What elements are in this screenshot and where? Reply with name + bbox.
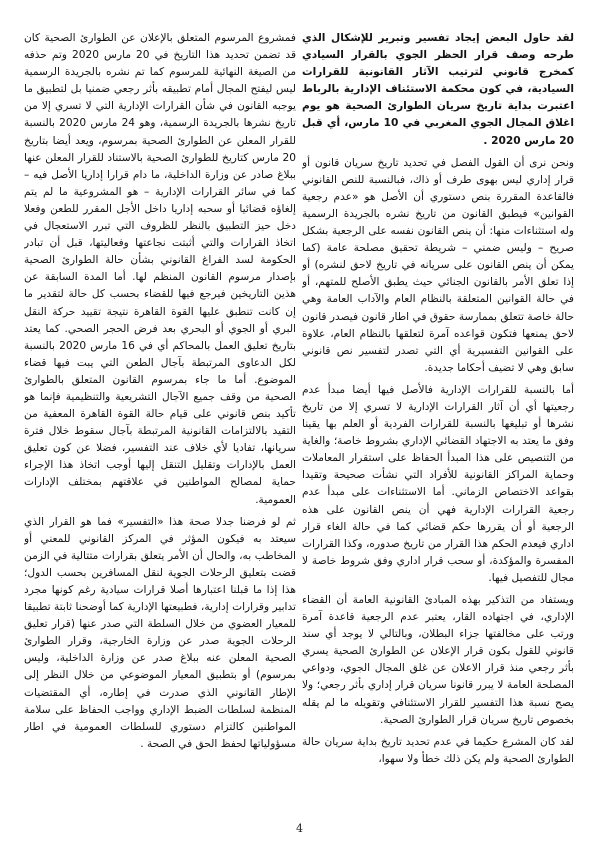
right-text-column	[302, 30, 574, 820]
left-text-column	[24, 30, 296, 820]
paragraph	[302, 30, 574, 150]
paragraph: فمشروع المرسوم المتعلق بالإعلان عن الطوارئ الصحية كان قد تضمن تحديد هذا التاريخ في 20 مارس 2020 وتم حذفه من الصيغة النهائية للمرسوم كما تم نشره بالجريدة الرسمية ليس ليفتح المجال أمام تطبيقه بأثر رجعي ضمنيا بل لتطبيق ما يوجبه القانون في شأن القرارات الإدارية التي لا تسري إلا من تاريخ نشرها بالجريدة الرسمية، وهو 24 مارس 2020 بالنسبة للقرار المعلن عن الطوارئ الصحية بمرسوم، ويعد أيضا بتاريخ 20 مارس كتاريخ للطوارئ الصحية بالاستناد للقرار المعلن عنها ببلاغ صادر عن وزارة الداخلية، ما دام قرارا إداريا الأصل فيه – كما في سائر القرارات الإدارية – هو المشروعية ما لم يتم إلغاؤه قضائيا أو سحبه إداريا داخل الأجل المقرر للطعن وفعلا دخل حيز التطبيق بالنظر للظروف التي تبرر الاستعجال في اتخاذ القرارات والتي أثبتت نجاعتها وفعاليتها، قبل أن تبادر الحكومة لسد الفراغ القانوني بشأن حالة الطوارئ الصحية بإصدار مرسوم القانون المنظم لها. أما المدة السابقة عن هذين التاريخين فيرجع فيها للقضاء بحسب كل حالة لتقدير ما إن كانت تنطبق عليها القوة القاهرة نتيجة تقييد حركة النقل البري أو الجوي أو البحري بعد فرض الحجر الصحي. كما يعتد بتاريخ تعليق العمل بالمحاكم أي في 16 مارس 2020 بالنسبة لكل الدعاوى المرتبطة بآجال الطعن التي يبت فيها قضاء الموضوع. أما ما جاء بمرسوم القانون المتعلق بالطوارئ الصحية من وقف جميع الآجال التشريعية والتنظيمية فإنما هو تأكيد بنص قانوني على قيام حالة القوة القاهرة المعفية من التقيد بالالتزامات القانونية المرتبطة بآجال سقوط خلال فترة سريانها، تفاديا لأي خلاف عند التفسير، فضلا عن كون تعليق العمل بالإدارات وتقليل التنقل إليها أوجب اتخاذ هذا الإجراء حماية لمصالح المواطنين في علاقتهم بمختلف الإدارات العمومية.	[24, 32, 296, 506]
paragraph: ويستفاد من التذكير بهذه المبادئ القانونية العامة أن القضاء الإداري، في اجتهاده القار، يعتبر عدم الرجعية قاعدة آمرة ورتب على مخالفتها جزاء البطلان، وبالتالي لا يوجد أي سند قانوني للقول بكون قرار الإعلان عن الطوارئ الصحية يسري بأثر رجعي منذ قرار الاعلان عن غلق المجال الجوي، ودواعي المصلحة العامة لا يبرر قانونا سريان قرار إداري بأثر رجعي؛ ولا يصح نسبة هذا التفسير للقرار الاستئنافي وتقويله ما لم يقله بخصوص تاريخ سريان قرار الطوارئ الصحية.	[302, 594, 574, 726]
paragraph: ونحن نرى أن القول الفصل في تحديد تاريخ سريان قانون أو قرار إداري ليس بهوى طرف أو ذاك، فبالنسبة للنص القانوني فالقاعدة المقررة بنص دستوري أن الأصل هو «عدم رجعية القوانين» فيطبق القانون من تاريخ نشره بالجريدة الرسمية وله استثناءات منها: أن ينص القانون نفسه على الرجعية بشكل صريح – وليس ضمني – شريطة تحقيق مصلحة عامة (كما يمكن أن ينص القانون على سريانه في تاريخ لاحق لنشره) أو إذا تعلق الأمر بالقانون الجنائي حيث يطبق الأصلح للمتهم، أو في حالة القوانين المتعلقة بالنظام العام والآداب العامة وهي حالة خاصة تتعلق بممارسة حقوق في اطار قانون فيصدر قانون لاحق يمنعها فتكون قواعده آمرة لتعلقها بالنظام العام، علاوة على القوانين التفسيرية أي التي تصدر لتفسير نص قانوني سابق وهي لا تضيف أحكاما جديدة.	[302, 156, 574, 374]
paragraph: ثم لو فرضنا جدلا صحة هذا «التفسير» فما هو القرار الذي سيعتد به فيكون المؤثر في المركز القانوني للمعني أو المخاطب به، والحال أن الأمر يتعلق بقرارات متتالية في الزمن قضت بتعليق الرحلات الجوية لنقل المسافرين بحسب الدول؛ هذا إذا ما قبلنا اعتبارها أصلا قرارات سيادية رغم كونها مجرد تدابير وقرارات إدارية، فطبيعتها الإدارية كما أوضحنا ثابتة تطبيقا للمعيار العضوي من خلال السلطة التي صدر عنها (قرار تعليق الرحلات الجوية صدر عن وزارة الخارجية، وقرار الطوارئ الصحية المعلن عنه ببلاغ صدر عن وزارة الداخلية، وليس بمرسوم) أو بتطبيق المعيار الموضوعي من خلال النظر إلى الإطار القانوني الذي صدرت في إطاره، أي المقتضيات المنظمة لسلطات الضبط الإداري وواجب الحفاظ على سلامة المواطنين كالتزام دستوري للسلطات العمومية في اطار مسؤولياتها لحفظ الحق في الصحة .	[24, 515, 296, 750]
paragraph: أما بالنسبة للقرارات الإدارية فالأصل فيها أيضا مبدأ عدم رجعيتها أي أن آثار القرارات الإدارية لا تسري إلا من تاريخ نشرها أو تبليغها بالنسبة للقرارات الفردية أو العلم بها يقينا وفق ما يعتد به الاجتهاد القضائي الإداري بشروط خاصة؛ والغاية من التنصيص على هذا المبدأ الحفاظ على استقرار المعاملات وحماية المراكز القانونية للأفراد التي نشأت صحيحة وتقيدا بقواعد الاختصاص الزماني. أما الاستثناءات على مبدأ عدم رجعية القرارات الإدارية فهي أن ينص القانون على هذه الرجعية أو أن يقررها حكم قضائي كما في حالة الغاء قرار اداري فيعدم الحكم هذا القرار من تاريخ صدوره، وكذا القرارات المفسرة والمؤكدة، أو سحب قرار اداري وفق شروط خاصة لا مجال للتفصيل فيها.	[302, 383, 574, 584]
paragraph: لقد كان المشرع حكيما في عدم تحديد تاريخ بداية سريان حالة الطوارئ الصحية ولم يكن ذلك خطأ ولا سهوا،	[302, 735, 574, 765]
page-number: 4	[296, 822, 303, 835]
bold-intro-paragraph: لقد حاول البعض إيجاد تفسير وتبرير للإشكال الذي طرحه وصف قرار الحظر الجوي بالقرار السيادي كمخرج قانوني لترتيب الآثار القانونية للقرارات السيادية، في كون محكمة الاستئناف الإدارية بالرباط اعتبرت بداية تاريخ سريان الطوارئ الصحية هو يوم اغلاق المجال الجوي المغربي في 10 مارس، أي قبل 20 مارس 2020 .	[302, 32, 574, 147]
